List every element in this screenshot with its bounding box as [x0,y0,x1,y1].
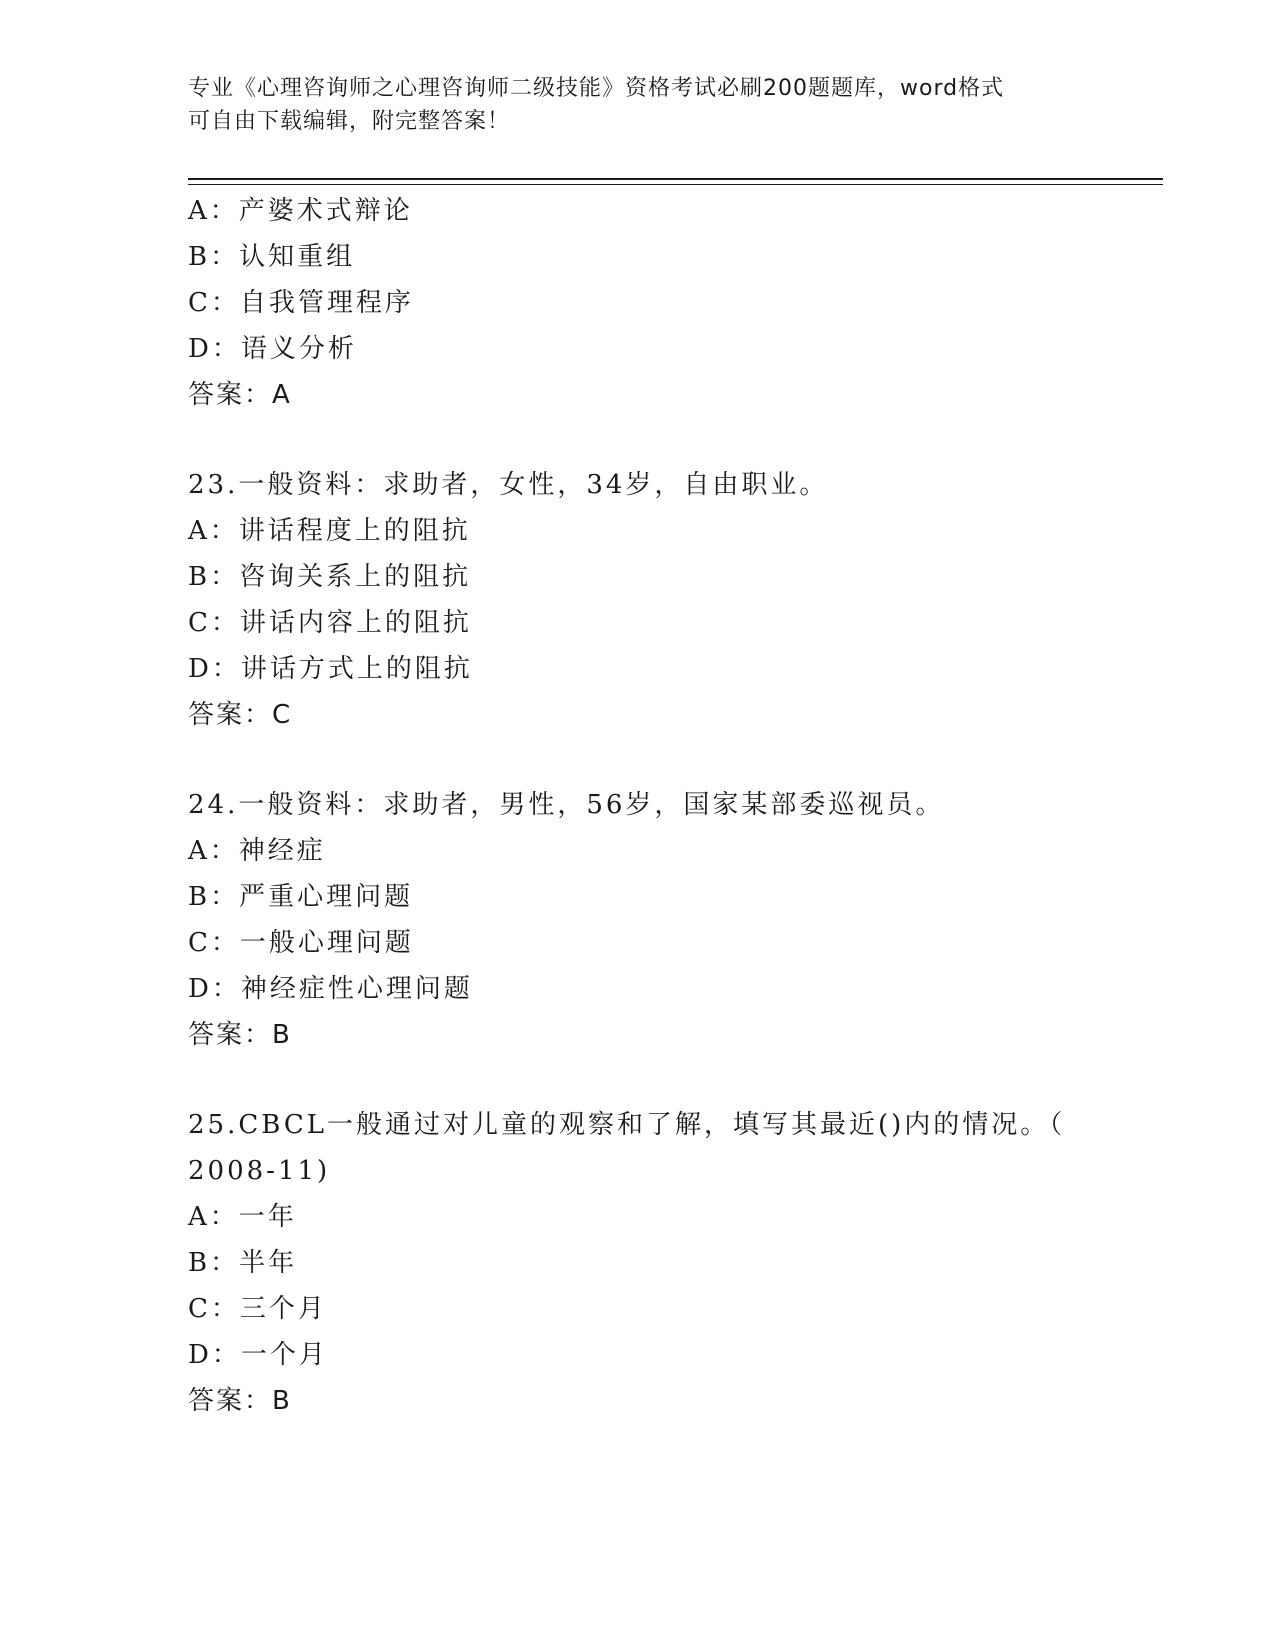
answer: 答案：B [188,1020,292,1050]
option-a: A：神经症 [188,836,326,866]
option-c: C：讲话内容上的阻抗 [188,608,472,638]
answer: 答案：B [188,1386,292,1416]
spacer [188,738,1088,782]
question-text-line-2: 2008-11) [188,1156,331,1186]
option-b: B：咨询关系上的阻抗 [188,562,472,592]
answer: 答案：C [188,700,293,730]
option-c: C：自我管理程序 [188,288,414,318]
option-a: A：一年 [188,1202,297,1232]
option-d: D：神经症性心理问题 [188,974,473,1004]
question-text: 23.一般资料：求助者，女性，34岁，自由职业。 [188,470,829,500]
header-line-1: 专业《心理咨询师之心理咨询师二级技能》资格考试必刷200题题库，word格式 [188,76,1005,101]
spacer [188,1058,1088,1102]
question-text-line-1: 25.CBCL一般通过对儿童的观察和了解，填写其最近()内的情况。（ [188,1110,1066,1140]
option-b: B：认知重组 [188,242,356,272]
option-a: A：产婆术式辩论 [188,196,413,226]
header-divider-thick [188,178,1163,180]
header-divider-thin [188,184,1163,185]
header-line-2: 可自由下载编辑，附完整答案！ [188,109,511,134]
option-a: A：讲话程度上的阻抗 [188,516,471,546]
option-b: B：半年 [188,1248,298,1278]
question-22 [188,188,1088,418]
option-c: C：三个月 [188,1294,327,1324]
document-header [188,72,1088,138]
question-25 [188,1102,1088,1424]
question-list [188,188,1088,1424]
option-d: D：语义分析 [188,334,357,364]
spacer [188,418,1088,462]
question-23 [188,462,1088,738]
option-b: B：严重心理问题 [188,882,414,912]
question-text: 24.一般资料：求助者，男性，56岁，国家某部委巡视员。 [188,790,945,820]
option-c: C：一般心理问题 [188,928,414,958]
answer: 答案：A [188,380,292,410]
question-24 [188,782,1088,1058]
option-d: D：讲话方式上的阻抗 [188,654,473,684]
option-d: D：一个月 [188,1340,328,1370]
